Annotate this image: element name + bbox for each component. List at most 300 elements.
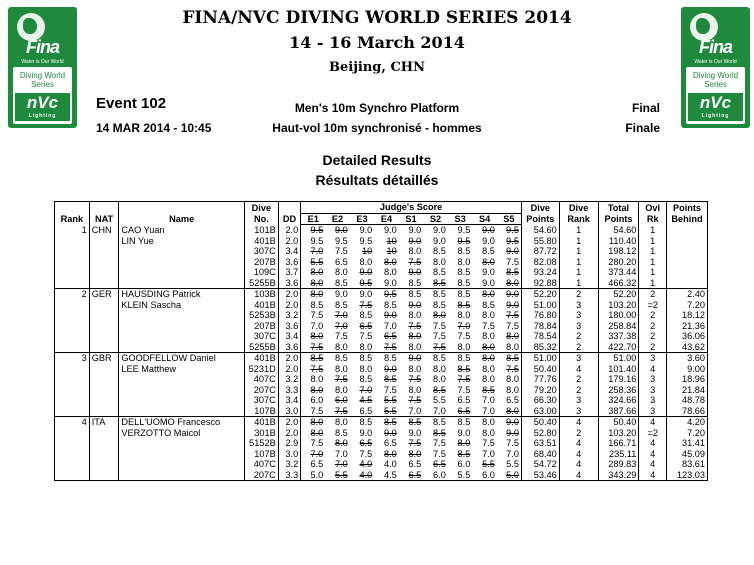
diver-name [119,267,245,278]
judge-score: 8.0 [506,384,519,395]
overall-rank: 3 [639,353,667,364]
judge-score: 8.5 [433,246,446,256]
judge-score: 6.5 [301,459,326,470]
overall-rank: 3 [639,406,667,417]
judge-score: 7.5 [359,299,373,310]
judge-score: 8.5 [457,246,471,256]
table-row [55,449,708,460]
series-label: Diving World Series [692,71,739,89]
judge-score: 8.5 [408,417,422,427]
judge-score: 8.5 [433,417,446,427]
overall-rank: 3 [639,395,667,406]
judge-score: 8.0 [301,385,326,396]
overall-rank: =2 [639,428,667,439]
dive-rank: 2 [559,385,598,396]
judge-score: 4.0 [384,459,397,469]
judge-score: 8.0 [384,267,397,277]
judge-score: 9.0 [433,235,446,246]
dive-dd: 3.0 [278,406,300,417]
table-row [55,353,708,364]
col-judge: E1 [301,213,326,225]
dive-points: 50.40 [521,364,559,375]
dive-points: 76.80 [521,310,559,321]
judge-score: 6.5 [384,438,397,448]
judge-score: 4.0 [350,470,375,481]
judge-score: 9.0 [359,225,373,235]
judge-score: 8.5 [457,448,471,459]
total-points: 387.66 [598,406,639,417]
judge-score: 5.0 [497,470,522,481]
judge-score: 8.5 [457,299,471,310]
judge-score: 7.0 [482,448,495,459]
dive-rank: 4 [559,364,598,375]
judge-score: 8.5 [433,299,446,310]
dive-number: 5152B [245,438,279,449]
judge-score: 8.0 [497,278,522,289]
total-points: 52.20 [598,289,639,300]
dive-dd: 3.2 [278,374,300,385]
table-row [55,470,708,481]
dive-dd: 3.2 [278,310,300,321]
team-rank [55,257,90,268]
judge-score: 8.0 [472,342,497,353]
dive-number: 5253B [245,310,279,321]
points-behind: 36.06 [666,331,707,342]
judge-score: 7.5 [408,438,422,448]
team-nat [89,395,119,406]
dive-number: 401B [245,417,279,428]
dive-number: 101B [245,225,279,236]
overall-rank: 2 [639,331,667,342]
judge-score: 8.0 [433,374,446,384]
points-behind: 2.40 [666,289,707,300]
judge-score: 7.0 [457,320,471,331]
judge-score: 8.0 [334,267,348,277]
dive-rank: 3 [559,321,598,332]
team-nat [89,321,119,332]
judge-score: 8.0 [399,342,424,353]
judge-score: 9.5 [384,289,397,299]
judge-score: 7.5 [301,406,326,417]
judge-score: 8.5 [457,353,471,363]
total-points: 373.44 [598,267,639,278]
total-points: 289.83 [598,459,639,470]
overall-rank: 1 [639,236,667,247]
judge-score: 6.5 [350,406,375,417]
judge-score: 8.5 [457,289,471,299]
judge-score: 7.5 [374,342,399,353]
table-row [55,236,708,247]
diver-name [119,374,245,385]
judge-score: 7.0 [334,310,348,320]
table-row [55,225,708,236]
judge-score: 8.5 [457,363,471,374]
dive-dd: 2.0 [278,353,300,364]
competition-title: FINA/NVC DIVING WORLD SERIES 2014 [182,8,572,28]
table-row [55,428,708,439]
judge-score: 7.5 [482,320,495,331]
nvc-logo: nVc Lighting [15,93,70,121]
judge-score: 7.5 [359,331,373,341]
overall-rank: 4 [639,417,667,428]
overall-rank: 4 [639,449,667,460]
judge-score: 6.5 [359,320,373,331]
judge-score: 7.5 [301,342,326,353]
total-points: 324.66 [598,395,639,406]
total-points: 166.71 [598,438,639,449]
team-rank: 1 [81,224,87,235]
col-points-behind: Points Behind [666,202,707,225]
dive-number: 301B [245,428,279,439]
judge-score: 5.5 [433,395,446,405]
dive-dd: 2.0 [278,417,300,428]
team-nat [89,459,119,470]
team-nat [89,428,119,439]
judge-score: 10 [386,246,397,256]
dive-rank: 3 [559,300,598,311]
table-row [55,257,708,268]
judge-score: 8.5 [325,278,350,289]
phase-fr: Finale [625,121,660,135]
dive-rank: 1 [559,236,598,247]
col-judge: S5 [497,213,522,225]
judge-score: 9.0 [384,363,397,374]
table-row [55,406,708,417]
team-rank [55,459,90,470]
judge-score: 9.0 [506,417,519,427]
diver-name [119,385,245,396]
judge-score: 7.5 [359,448,373,459]
judge-score: 8.5 [384,417,397,427]
dive-number: 407C [245,459,279,470]
team-rank [55,300,90,311]
judge-score: 5.5 [384,395,397,405]
judge-score: 8.0 [325,342,350,353]
judge-score: 7.5 [457,331,471,341]
judge-score: 5.5 [325,470,350,481]
judge-score: 9.5 [457,235,471,246]
judge-score: 8.0 [482,256,495,267]
judge-score: 8.0 [359,363,373,374]
judge-score: 7.0 [301,246,326,257]
overall-rank: 2 [639,289,667,300]
judge-score: 6.0 [472,470,497,481]
dive-number: 5231D [245,364,279,375]
dive-rank: 1 [559,257,598,268]
overall-rank: 1 [639,257,667,268]
dive-dd: 2.9 [278,438,300,449]
judge-score: 8.0 [482,427,495,438]
judge-score: 7.5 [482,438,495,448]
diver-name [119,246,245,257]
judge-score: 7.0 [334,459,348,469]
total-points: 422.70 [598,342,639,353]
section-title-en: Detailed Results [322,152,432,168]
diver-name [119,406,245,417]
points-behind: 83.61 [666,459,707,470]
points-behind: 3.60 [666,353,707,364]
judge-score: 9.5 [301,225,326,236]
dive-rank: 2 [559,428,598,439]
judge-score: 8.0 [301,428,326,439]
team-nat [89,364,119,375]
team-rank [55,470,90,481]
judge-score: 9.5 [350,278,375,289]
dive-rank: 2 [559,289,598,300]
judge-score: 8.0 [457,310,471,320]
total-points: 54.60 [598,225,639,236]
judge-score: 9.0 [359,427,373,438]
diver-name [119,310,245,321]
dive-rank: 3 [559,353,598,364]
judge-score: 6.5 [506,395,519,405]
judge-score: 4.5 [359,395,373,405]
total-points: 258.36 [598,385,639,396]
judge-score: 7.0 [506,448,519,459]
judge-score: 7.5 [334,374,348,384]
col-dive-points: Dive Points [521,202,559,225]
overall-rank: 1 [639,246,667,257]
dive-dd: 3.4 [278,331,300,342]
team-nat: CHN [89,225,119,236]
points-behind [666,225,707,236]
dive-dd: 2.0 [278,236,300,247]
team-nat [89,470,119,481]
dive-rank: 4 [559,438,598,449]
event-datetime: 14 MAR 2014 - 10:45 [96,121,212,135]
dive-points: 85.32 [521,342,559,353]
table-row [55,438,708,449]
judge-score: 7.5 [433,331,446,341]
dive-dd: 3.7 [278,267,300,278]
dive-number: 307C [245,331,279,342]
team-rank [55,321,90,332]
diver-name: HAUSDING Patrick [119,289,245,300]
col-judges: Judge's Score [301,202,522,214]
dive-points: 66.30 [521,395,559,406]
points-behind: 7.20 [666,300,707,311]
dive-rank: 2 [559,331,598,342]
judge-score: 4.0 [359,459,373,469]
logo-panel [686,67,745,124]
dive-number: 207C [245,385,279,396]
team-rank [55,374,90,385]
total-points: 101.40 [598,364,639,375]
judge-score: 8.0 [433,256,446,267]
dive-dd: 2.0 [278,428,300,439]
team-rank [55,406,90,417]
total-points: 51.00 [598,353,639,364]
col-judge: S1 [399,213,424,225]
dive-dd: 3.0 [278,449,300,460]
judge-score: 7.5 [408,395,422,405]
overall-rank: 2 [639,310,667,321]
overall-rank: 2 [639,321,667,332]
col-judge: E4 [374,213,399,225]
judge-score: 6.5 [457,395,471,405]
judge-score: 9.5 [506,235,519,246]
judge-score: 7.5 [325,406,350,417]
dive-number: 103B [245,289,279,300]
diver-name: VERZOTTO Maicol [119,428,245,439]
judge-score: 8.5 [433,427,446,438]
judge-score: 8.0 [359,256,373,267]
judge-score: 6.5 [408,459,422,469]
event-name-en: Men's 10m Synchro Platform [294,101,460,115]
dive-number: 109C [245,267,279,278]
judge-score: 9.0 [334,225,348,235]
judge-score: 9.5 [301,236,326,247]
table-row [55,374,708,385]
dive-number: 207B [245,257,279,268]
judge-score: 9.0 [384,427,397,438]
dive-points: 53.46 [521,470,559,481]
team-nat [89,331,119,342]
team-rank: 4 [81,417,87,427]
team-rank [55,438,90,449]
judge-score: 8.5 [334,353,348,363]
judge-score: 10 [386,235,397,246]
judge-score: 7.5 [433,448,446,459]
overall-rank: 4 [639,470,667,481]
team-rank [55,267,90,278]
judge-score: 8.5 [301,300,326,311]
table-row [55,289,708,300]
diver-name [119,470,245,481]
team-nat [89,438,119,449]
diver-name: DELL'UOMO Francesco [119,417,245,428]
dive-points: 68.40 [521,449,559,460]
judge-score: 8.5 [384,299,397,310]
nvc-logo: nVc Lighting [688,93,743,121]
total-points: 235.11 [598,449,639,460]
judge-score: 8.5 [448,278,473,289]
judge-score: 9.0 [408,299,422,310]
diver-name [119,278,245,289]
judge-score: 8.5 [384,353,397,363]
table-row [55,342,708,353]
team-nat [89,246,119,257]
fina-wordmark: Fina [25,37,59,57]
team-rank [55,449,90,460]
dive-points: 52.20 [521,289,559,300]
judge-score: 8.0 [384,448,397,459]
judge-score: 6.5 [359,438,373,448]
table-row [55,278,708,289]
dive-dd: 3.4 [278,395,300,406]
judge-score: 8.0 [482,310,495,320]
judge-score: 8.0 [334,417,348,427]
judge-score: 6.5 [433,459,446,469]
judge-score: 9.0 [482,225,495,235]
team-nat: ITA [89,417,119,428]
judge-score: 7.5 [506,363,519,374]
judge-score: 9.0 [408,235,422,246]
team-rank: 2 [81,289,87,299]
judge-score: 8.5 [482,299,495,310]
judge-score: 9.0 [506,246,519,256]
dive-dd: 3.6 [278,342,300,353]
judge-score: 8.5 [334,299,348,310]
dive-points: 92.88 [521,278,559,289]
overall-rank: 4 [639,364,667,375]
overall-rank: 1 [639,225,667,236]
judge-score: 6.5 [448,406,473,417]
dive-number: 307C [245,246,279,257]
judge-score: 9.0 [334,289,348,299]
judge-score: 8.5 [359,374,373,384]
dive-points: 55.80 [521,236,559,247]
dive-rank: 4 [559,449,598,460]
dive-points: 63.51 [521,438,559,449]
points-behind: 18.96 [666,374,707,385]
judge-score: 8.0 [301,331,326,342]
judge-score: 9.0 [359,267,373,277]
points-behind: 18.12 [666,310,707,321]
total-points: 110.40 [598,236,639,247]
judge-score: 8.0 [408,246,422,256]
team-rank [55,428,90,439]
dive-points: 51.00 [521,300,559,311]
team-rank [55,236,90,247]
diver-name: GOODFELLOW Daniel [119,353,245,364]
dive-number: 207C [245,470,279,481]
judge-score: 8.5 [433,353,446,363]
judge-score: 9.0 [359,289,373,299]
judge-score: 8.0 [301,417,326,428]
judge-score: 6.5 [399,470,424,481]
event-number: Event 102 [96,95,167,112]
judge-score: 9.0 [384,310,397,320]
dive-points: 87.72 [521,246,559,257]
judge-score: 8.0 [408,310,422,320]
fina-wordmark: Fina [698,37,732,57]
judge-score: 9.0 [408,427,422,438]
dive-points: 93.24 [521,267,559,278]
judge-score: 8.0 [384,256,397,267]
dive-number: 107B [245,449,279,460]
judge-score: 8.0 [301,278,326,289]
points-behind [666,278,707,289]
judge-score: 7.5 [408,374,422,384]
team-nat [89,406,119,417]
judge-score: 9.5 [359,235,373,246]
points-behind: 31.41 [666,438,707,449]
diver-name [119,331,245,342]
dive-points: 78.84 [521,321,559,332]
judge-score: 7.5 [433,320,446,331]
judge-score: 8.0 [506,331,519,341]
team-nat [89,385,119,396]
judge-score: 5.0 [301,470,326,481]
table-row [55,300,708,311]
judge-score: 8.5 [408,289,422,299]
judge-score: 9.0 [482,235,495,246]
judge-score: 7.0 [334,448,348,459]
judge-score: 8.0 [350,342,375,353]
judge-score: 8.5 [433,289,446,299]
dive-rank: 3 [559,310,598,321]
judge-score: 7.5 [301,310,326,321]
judge-score: 7.0 [399,406,424,417]
judge-score: 8.0 [301,267,326,278]
judge-score: 6.0 [334,395,348,405]
total-points: 337.38 [598,331,639,342]
judge-score: 8.5 [433,267,446,277]
diver-name [119,459,245,470]
judge-score: 8.0 [433,310,446,320]
judge-score: 5.5 [506,459,519,469]
